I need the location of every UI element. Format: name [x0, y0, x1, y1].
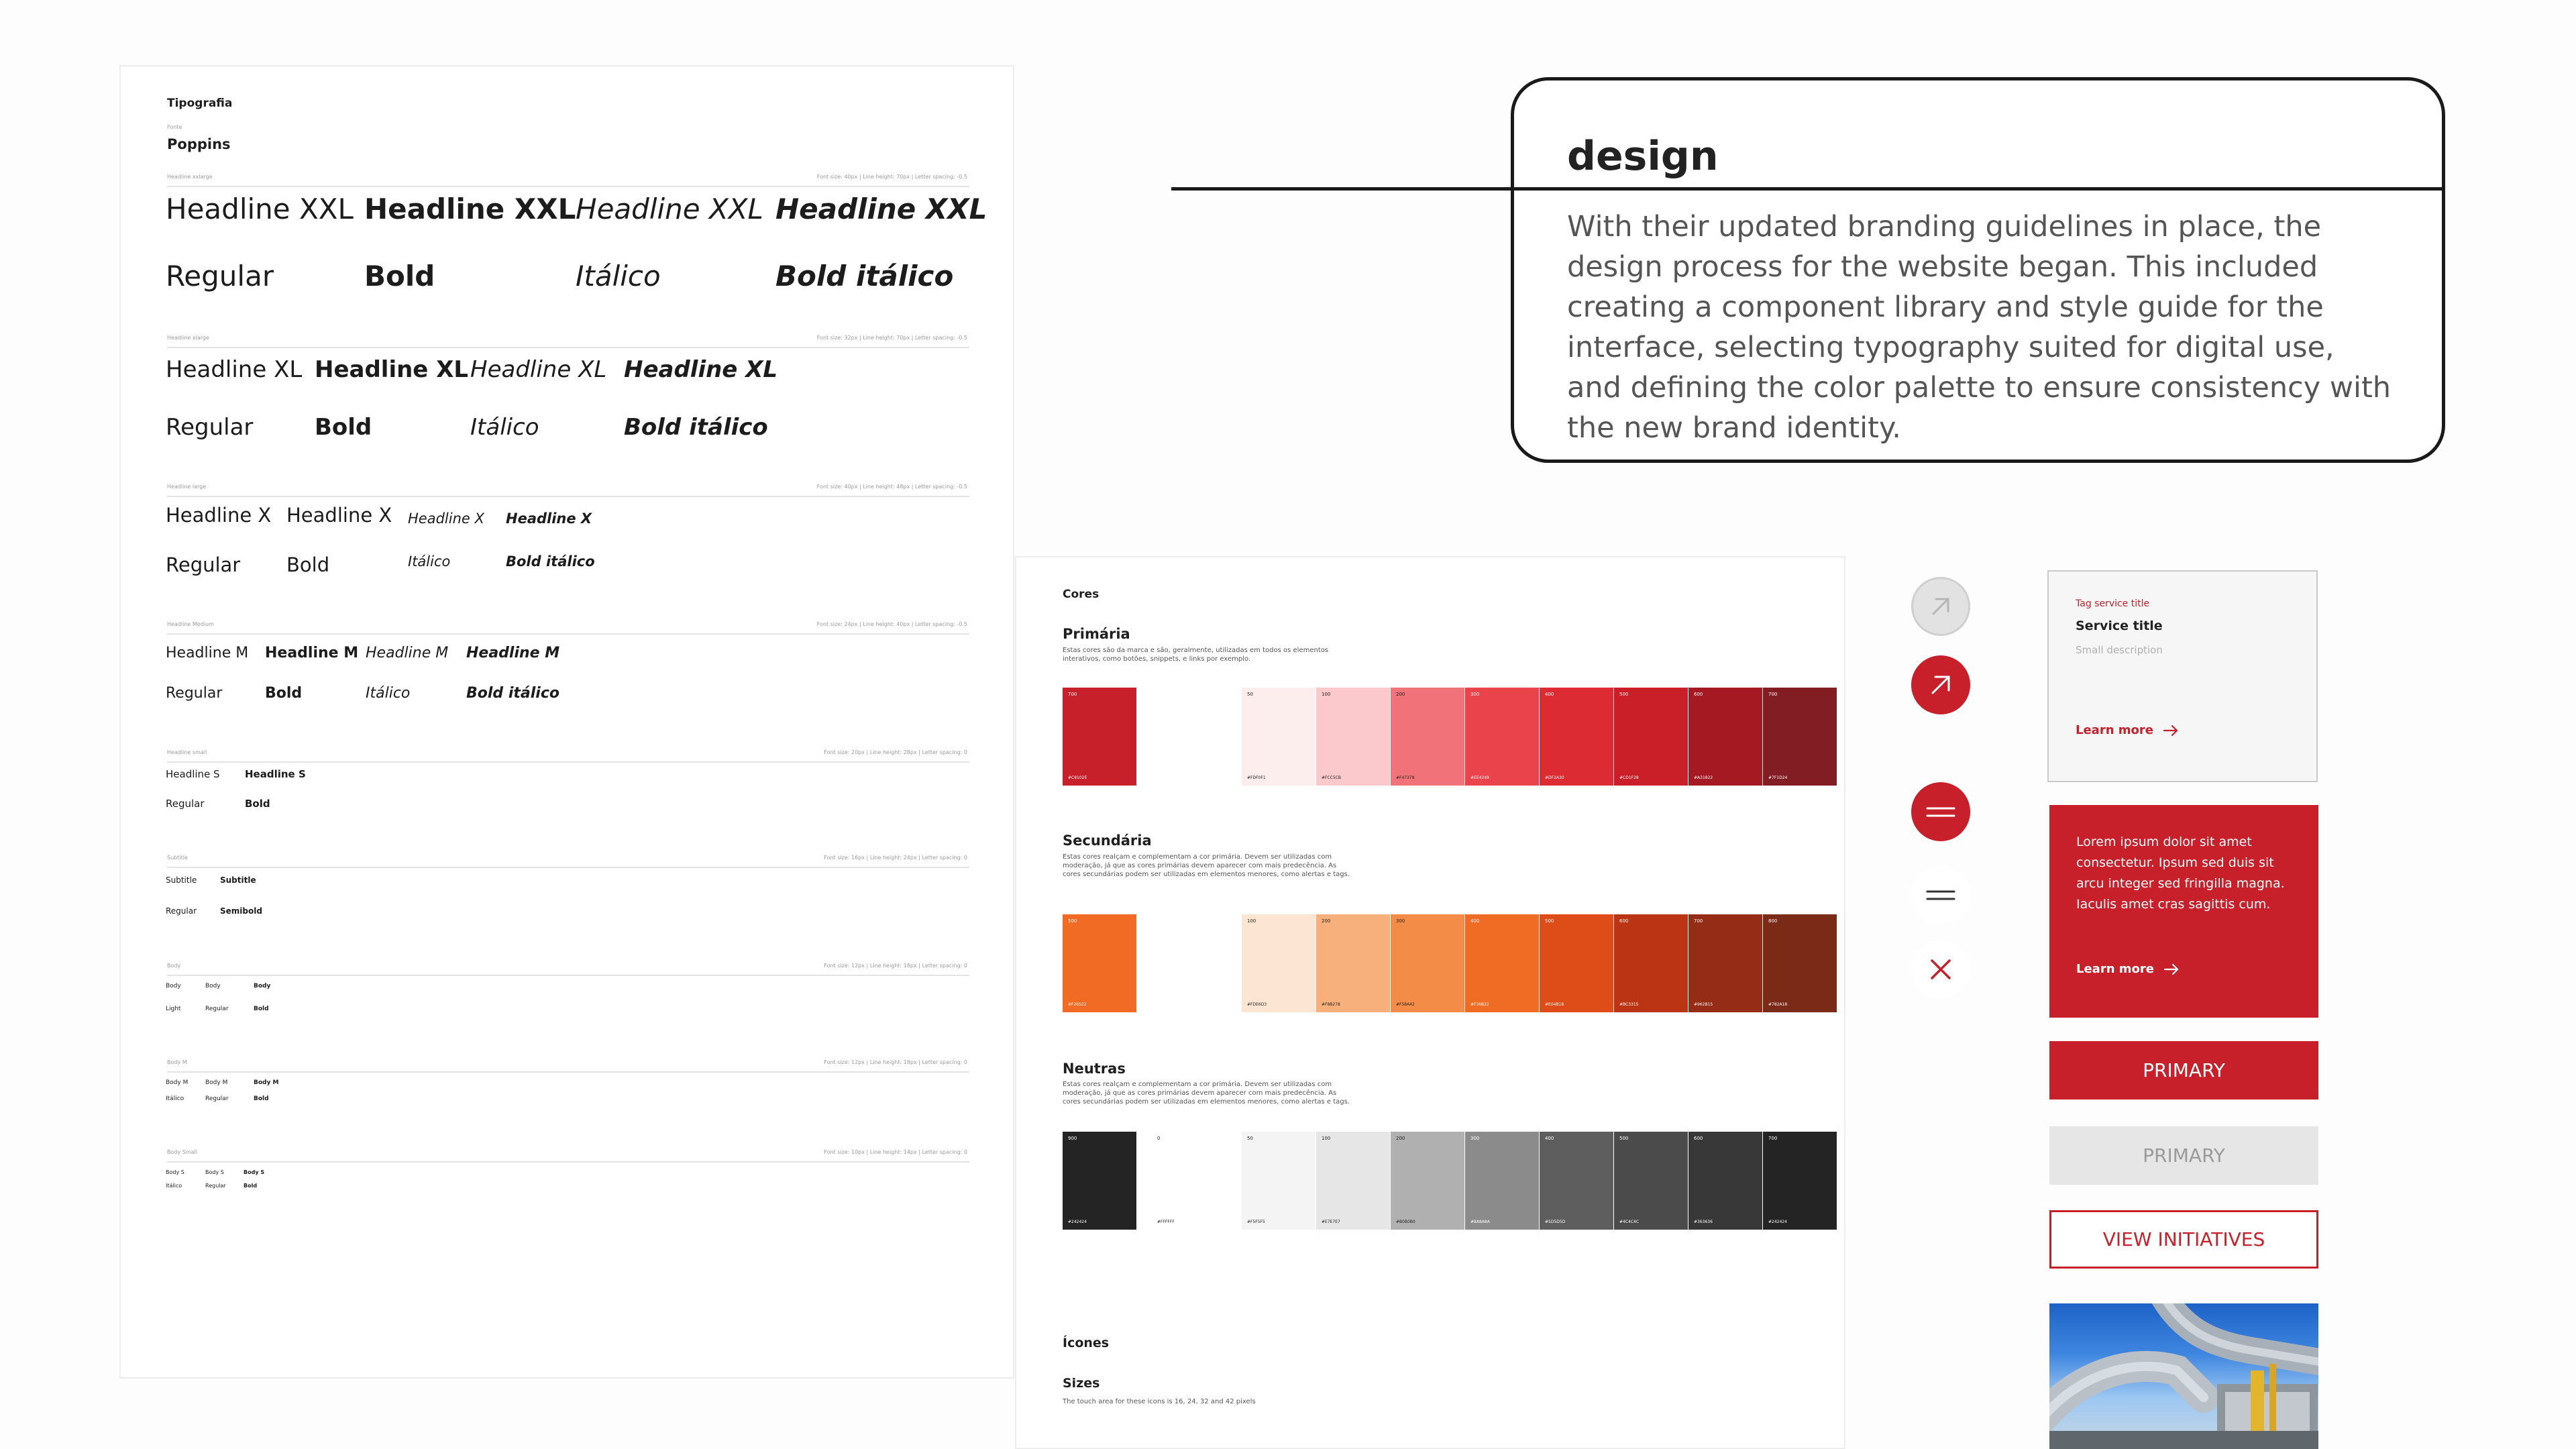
swatch-hex: #242424: [1068, 1220, 1087, 1224]
sample-body-m: Body M: [166, 1079, 189, 1086]
swatch-hex: #5D5D5D: [1545, 1220, 1566, 1224]
primary-swatch-700: [1763, 688, 1837, 786]
sample-body-s-bold: Body S: [244, 1169, 265, 1175]
industrial-pipes-image: [2049, 1303, 2318, 1449]
sample-bold-italic: Bold itálico: [775, 260, 954, 292]
sample-headline-bold: Headline XL: [315, 356, 469, 383]
swatch-label: 50: [1247, 1136, 1253, 1141]
swatch-label: 100: [1247, 918, 1256, 924]
secondary-label: Secundária: [1063, 833, 1152, 849]
swatch-label: 600: [1619, 918, 1629, 924]
typography-title: Tipografia: [167, 97, 233, 110]
neutral-label: Neutras: [1063, 1061, 1126, 1077]
close-button[interactable]: [1911, 940, 1970, 999]
icons-label: Ícones: [1063, 1336, 1110, 1350]
sample-bold: Bold: [315, 414, 372, 441]
sample-regular: Regular: [166, 414, 254, 441]
swatch-hex: #F8B278: [1322, 1002, 1340, 1007]
sample-headline-bold: Subtitle: [220, 875, 256, 885]
colors-title: Cores: [1063, 588, 1099, 601]
primary-swatch-300: [1465, 688, 1539, 786]
sample-headline-italic: Headline X: [408, 511, 484, 527]
menu-icon: [1911, 865, 1970, 924]
primary-swatch-400: [1540, 688, 1613, 786]
sample-body-m: Body M: [205, 1079, 228, 1086]
sample-italic: Itálico: [366, 685, 411, 702]
group-spec: Font size: 12px | Line height: 18px | Letter spacing: 0: [824, 1059, 967, 1065]
sample-body-s: Body S: [166, 1169, 184, 1175]
sample-regular: Regular: [205, 1095, 229, 1102]
arrow-up-right-disabled-button[interactable]: [1911, 577, 1970, 636]
sample-light: Light: [166, 1006, 181, 1012]
design-body: With their updated branding guidelines in place, the design process for the website began. This included creating a component library and style guide for the interface, selecting typography suited for digital use, and defining the color palette to ensure consistency with the new brand identity.: [1567, 210, 2392, 445]
sample-regular: Regular: [166, 260, 274, 292]
arrow-up-right-button[interactable]: [1911, 655, 1970, 714]
swatch-label: 900: [1068, 1136, 1077, 1141]
group-label: Headline xxlarge: [167, 174, 213, 180]
arrow-right-icon: [2163, 724, 2179, 737]
industrial-pipes-illustration: [2049, 1303, 2318, 1449]
sample-regular: Regular: [166, 798, 205, 810]
sample-bold: Bold: [254, 1006, 269, 1012]
neutral-swatch-300: [1465, 1132, 1539, 1230]
highlight-text: Lorem ipsum dolor sit amet consectetur. Ipsum sed duis sit arcu integer sed fringilla magna. Iaculis amet cras sagittis cum.: [2076, 835, 2285, 912]
swatch-hex: #962B15: [1694, 1002, 1713, 1007]
group-spec: Font size: 10px | Line height: 14px | Letter spacing: 0: [824, 1149, 967, 1155]
sample-headline: Headline S: [166, 768, 220, 780]
swatch-label: 500: [1619, 1136, 1629, 1141]
primary-desc: Estas cores são da marca e são, geralmente, utilizadas em todos os elementos interativos, como botões, snippets, e links por exemplo.: [1063, 647, 1329, 663]
sample-bold: Bold: [265, 685, 303, 702]
swatch-label: 700: [1768, 692, 1778, 697]
sizes-label: Sizes: [1063, 1376, 1100, 1391]
sample-regular: Regular: [205, 1006, 229, 1012]
group-label: Subtitle: [167, 855, 188, 861]
group-spec: Font size: 16px | Line height: 24px | Letter spacing: 0: [824, 855, 967, 861]
neutral-white-swatch: [1152, 1132, 1226, 1230]
group-label: Body: [167, 963, 181, 969]
group-label: Headline large: [167, 484, 207, 490]
sample-headline: Headline X: [166, 504, 272, 527]
primary-button[interactable]: PRIMARY: [2049, 1041, 2318, 1099]
swatch-hex: #A31822: [1694, 775, 1713, 780]
secondary-swatch-800: [1763, 914, 1837, 1012]
primary-swatch-100: [1316, 688, 1390, 786]
swatch-hex: #FCC5CB: [1322, 775, 1341, 780]
colors-sheet: [1015, 556, 1845, 1449]
typography-sheet: [119, 65, 1014, 1379]
neutral-swatch-600: [1688, 1132, 1762, 1230]
neutral-ramp: [1242, 1132, 1837, 1230]
swatch-label: 500: [1545, 918, 1554, 924]
divider: [167, 1161, 969, 1163]
swatch-hex: #E04B18: [1545, 1002, 1564, 1007]
secondary-swatch-600: [1614, 914, 1688, 1012]
sample-italic: Itálico: [470, 414, 539, 441]
swatch-hex: #F47378: [1396, 775, 1415, 780]
sample-bold: Bold: [364, 260, 435, 292]
secondary-swatch-200: [1316, 914, 1390, 1012]
sample-bold-italic: Bold itálico: [506, 553, 595, 570]
swatch-label: 100: [1322, 692, 1331, 697]
learn-more-link[interactable]: [2076, 962, 2180, 976]
swatch-hex: #363636: [1694, 1220, 1713, 1224]
font-name: Poppins: [167, 136, 231, 152]
neutral-swatch-50: [1242, 1132, 1316, 1230]
divider: [167, 347, 969, 348]
group-spec: Font size: 32px | Line height: 70px | Letter spacing: -0.5: [816, 335, 967, 341]
close-icon: [1911, 940, 1970, 999]
swatch-label: 700: [1068, 692, 1077, 697]
sample-semibold: Semibold: [220, 906, 262, 916]
sample-headline-medium: Headline X: [286, 504, 392, 527]
swatch-hex: #F26522: [1068, 1002, 1087, 1007]
swatch-hex: #BC3315: [1619, 1002, 1639, 1007]
learn-more-label: Learn more: [2076, 962, 2154, 976]
swatch-label: 400: [1545, 1136, 1554, 1141]
sample-headline-italic: Headline M: [366, 645, 449, 661]
neutral-swatch-700: [1763, 1132, 1837, 1230]
sample-headline: Subtitle: [166, 875, 197, 885]
sample-headline-italic: Headline XXL: [576, 193, 763, 225]
swatch-hex: #F26B22: [1470, 1002, 1489, 1007]
group-spec: Font size: 12px | Line height: 18px | Letter spacing: 0: [824, 963, 967, 969]
neutral-swatch-200: [1391, 1132, 1464, 1230]
service-card[interactable]: [2047, 570, 2318, 782]
sizes-desc: The touch area for these icons is 16, 24, 32 and 42 pixels: [1063, 1398, 1256, 1405]
learn-more-link[interactable]: [2076, 723, 2179, 737]
divider: [167, 1071, 969, 1073]
sample-regular: Regular: [205, 1183, 226, 1189]
sample-bold: Bold: [245, 798, 270, 810]
sample-regular: Regular: [166, 906, 197, 916]
swatch-label: 500: [1068, 918, 1077, 924]
swatch-hex: #FDE6D3: [1247, 1002, 1267, 1007]
sample-headline-bold-italic: Headline XL: [624, 356, 778, 383]
sample-bold-italic: Bold itálico: [624, 414, 768, 441]
divider: [167, 867, 969, 868]
primary-swatch-500: [1614, 688, 1688, 786]
swatch-label: 800: [1768, 918, 1778, 924]
neutral-swatch-400: [1540, 1132, 1613, 1230]
menu-button-active[interactable]: [1911, 782, 1970, 841]
view-initiatives-button[interactable]: VIEW INITIATIVES: [2049, 1210, 2318, 1269]
sample-italic: Itálico: [576, 260, 661, 292]
sample-headline-bold-italic: Headline X: [506, 511, 592, 527]
swatch-hex: #7F1D24: [1768, 775, 1788, 780]
sample-italic: Itálico: [166, 1183, 182, 1189]
sample-headline: Headline M: [166, 645, 249, 661]
secondary-main-swatch: [1063, 914, 1136, 1012]
sample-body-s: Body S: [205, 1169, 224, 1175]
sample-regular: Regular: [166, 685, 223, 702]
swatch-hex: #FDF0F1: [1247, 775, 1266, 780]
secondary-swatch-300: [1391, 914, 1464, 1012]
connector-line: [1171, 187, 1515, 191]
group-label: Headline Medium: [167, 621, 214, 627]
group-label: Body M: [167, 1059, 187, 1065]
sample-headline: Headline XL: [166, 356, 303, 383]
swatch-hex: #DF2A30: [1545, 775, 1564, 780]
divider: [167, 761, 969, 763]
sample-body-m-bold: Body M: [254, 1079, 279, 1086]
sample-headline-bold: Headline XXL: [364, 193, 576, 225]
arrow-right-icon: [2163, 963, 2180, 975]
primary-swatch-200: [1391, 688, 1464, 786]
sample-italic: Itálico: [166, 1095, 184, 1102]
design-title: design: [1567, 133, 1719, 180]
neutral-desc: Estas cores realçam e complementam a cor primária. Devem ser utilizadas com moderação, já que as cores primárias devem aparecer com mais predecência. As cores secundárias podem ser utilizadas em elementos menores, como alertas e tags.: [1063, 1081, 1350, 1106]
swatch-label: 700: [1694, 918, 1703, 924]
swatch-hex: #B0B0B0: [1396, 1220, 1415, 1224]
secondary-desc: Estas cores realçam e complementam a cor primária. Devem ser utilizadas com moderação, já que as cores primárias devem aparecer com mais predecência. As cores secundárias podem ser utilizadas em elementos menores, como alertas e tags.: [1063, 853, 1350, 878]
neutral-main-swatch: [1063, 1132, 1136, 1230]
swatch-label: 400: [1470, 918, 1480, 924]
swatch-hex: #CD1F28: [1619, 775, 1639, 780]
group-label: Headline small: [167, 749, 207, 755]
swatch-label: 200: [1396, 1136, 1405, 1141]
primary-label: Primária: [1063, 626, 1130, 642]
sample-headline-bold-italic: Headline XXL: [775, 193, 987, 225]
swatch-label: 400: [1545, 692, 1554, 697]
sample-headline-bold: Headline M: [265, 645, 359, 661]
swatch-hex: #782A18: [1768, 1002, 1788, 1007]
group-spec: Font size: 20px | Line height: 28px | Letter spacing: 0: [824, 749, 967, 755]
divider: [167, 186, 969, 187]
neutral-swatch-500: [1614, 1132, 1688, 1230]
neutral-swatch-100: [1316, 1132, 1390, 1230]
learn-more-label: Learn more: [2076, 723, 2153, 737]
primary-swatch-600: [1688, 688, 1762, 786]
service-tag: Tag service title: [2076, 598, 2150, 609]
secondary-swatch-500: [1540, 914, 1613, 1012]
secondary-swatch-400: [1465, 914, 1539, 1012]
group-label: Body Small: [167, 1149, 197, 1155]
swatch-hex: #FFFFFF: [1157, 1220, 1175, 1224]
group-spec: Font size: 40px | Line height: 48px | Letter spacing: -0.5: [816, 484, 967, 490]
highlight-card[interactable]: [2049, 805, 2318, 1018]
font-label: Fonte: [167, 124, 182, 130]
divider: [167, 496, 969, 497]
menu-icon: [1911, 782, 1970, 841]
swatch-label: 0: [1157, 1136, 1161, 1141]
swatch-hex: #C8102E: [1068, 775, 1087, 780]
swatch-hex: #F5F5F5: [1247, 1220, 1265, 1224]
swatch-label: 600: [1694, 1136, 1703, 1141]
divider: [167, 633, 969, 635]
swatch-hex: #F58A42: [1396, 1002, 1415, 1007]
swatch-hex: #EE4249: [1470, 775, 1489, 780]
secondary-swatch-700: [1688, 914, 1762, 1012]
group-spec: Font size: 40px | Line height: 70px | Letter spacing: -0.5: [816, 174, 967, 180]
swatch-hex: #8A8A8A: [1470, 1220, 1490, 1224]
sample-body: Body: [166, 983, 181, 989]
arrow-up-right-icon: [1911, 655, 1970, 714]
primary-button-disabled[interactable]: PRIMARY: [2049, 1126, 2318, 1185]
sample-bold-italic: Bold itálico: [466, 685, 559, 702]
sample-headline-bold: Headline S: [245, 768, 306, 780]
swatch-hex: #4C4C4C: [1619, 1220, 1640, 1224]
swatch-hex: #E7E7E7: [1322, 1220, 1340, 1224]
swatch-label: 300: [1470, 692, 1480, 697]
service-title: Service title: [2076, 619, 2163, 633]
sample-headline-italic: Headline XL: [470, 356, 607, 383]
sample-bold: Bold: [286, 553, 330, 576]
swatch-label: 200: [1396, 692, 1405, 697]
swatch-label: 50: [1247, 692, 1253, 697]
primary-swatch-50: [1242, 688, 1316, 786]
divider: [167, 975, 969, 976]
swatch-label: 700: [1768, 1136, 1778, 1141]
sample-italic: Itálico: [408, 553, 451, 570]
swatch-label: 600: [1694, 692, 1703, 697]
primary-main-swatch: [1063, 688, 1136, 786]
swatch-label: 200: [1322, 918, 1331, 924]
secondary-ramp: [1242, 914, 1837, 1012]
secondary-swatch-100: [1242, 914, 1316, 1012]
group-label: Headline xlarge: [167, 335, 209, 341]
swatch-label: 500: [1619, 692, 1629, 697]
swatch-label: 300: [1470, 1136, 1480, 1141]
service-desc: Small description: [2076, 644, 2163, 656]
design-card-divider: [1511, 187, 2445, 191]
swatch-label: 300: [1396, 918, 1405, 924]
sample-body-bold: Body: [254, 983, 271, 989]
swatch-label: 100: [1322, 1136, 1331, 1141]
sample-body: Body: [205, 983, 221, 989]
menu-button[interactable]: [1911, 865, 1970, 924]
primary-ramp: [1242, 688, 1837, 786]
sample-bold: Bold: [254, 1095, 269, 1102]
arrow-up-right-icon: [1913, 579, 1968, 634]
sample-headline: Headline XXL: [166, 193, 354, 225]
swatch-hex: #242424: [1768, 1220, 1787, 1224]
sample-regular: Regular: [166, 553, 241, 576]
sample-headline-bold-italic: Headline M: [466, 645, 560, 661]
sample-bold: Bold: [244, 1183, 258, 1189]
group-spec: Font size: 24px | Line height: 40px | Letter spacing: -0.5: [816, 621, 967, 627]
